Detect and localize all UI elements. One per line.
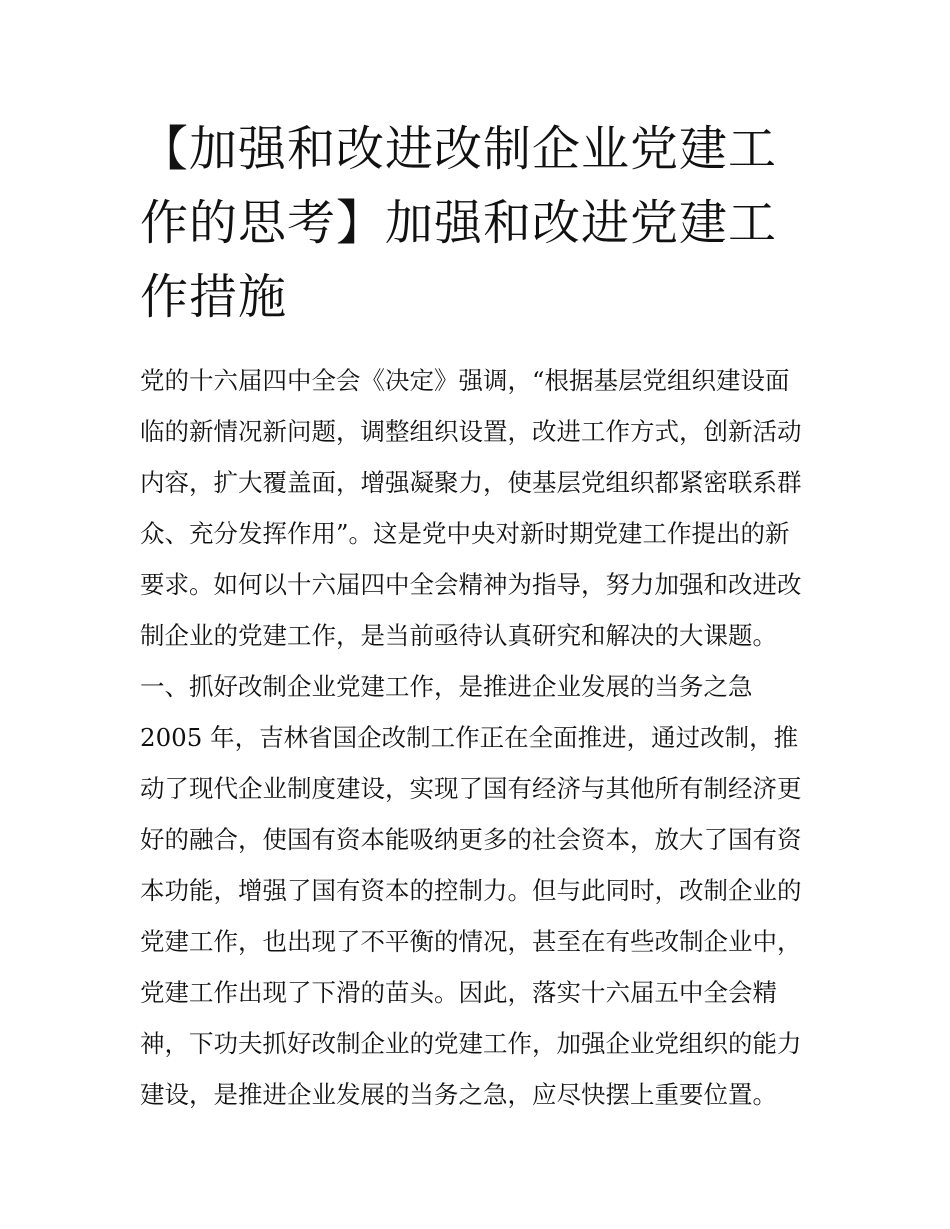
body-line: 党建工作出现了下滑的苗头。因此，落实十六届五中全会精 [140,978,777,1007]
title-line: 作的思考】加强和改进党建工 [140,195,778,251]
document-body [140,355,830,1120]
body-line: 本功能，增强了国有资本的控制力。但与此同时，改制企业的 [140,876,802,905]
section-heading: 一、抓好改制企业党建工作，是推进企业发展的当务之急 [140,672,753,701]
body-line: 制企业的党建工作，是当前亟待认真研究和解决的大课题。 [140,621,777,650]
body-line: 党的十六届四中全会《决定》强调，“根据基层党组织建设面 [140,366,790,395]
body-line: 建设，是推进企业发展的当务之急，应尽快摆上重要位置。 [140,1080,777,1109]
body-line: 众、充分发挥作用”。这是党中央对新时期党建工作提出的新 [140,519,790,548]
body-line: 2005 年，吉林省国企改制工作正在全面推进，通过改制，推 [140,723,799,752]
body-line: 神，下功夫抓好改制企业的党建工作，加强企业党组织的能力 [140,1029,802,1058]
body-line: 临的新情况新问题，调整组织设置，改进工作方式，创新活动 [140,417,802,446]
body-line: 动了现代企业制度建设，实现了国有经济与其他所有制经济更 [140,774,802,803]
body-line: 内容，扩大覆盖面，增强凝聚力，使基层党组织都紧密联系群 [140,468,802,497]
body-line: 党建工作，也出现了不平衡的情况，甚至在有些改制企业中， [140,927,802,956]
title-line: 【加强和改进改制企业党建工 [140,121,778,177]
body-line: 好的融合，使国有资本能吸纳更多的社会资本，放大了国有资 [140,825,802,854]
body-line: 要求。如何以十六届四中全会精神为指导，努力加强和改进改 [140,570,802,599]
title-line: 作措施 [140,269,288,325]
document-title [140,112,820,334]
